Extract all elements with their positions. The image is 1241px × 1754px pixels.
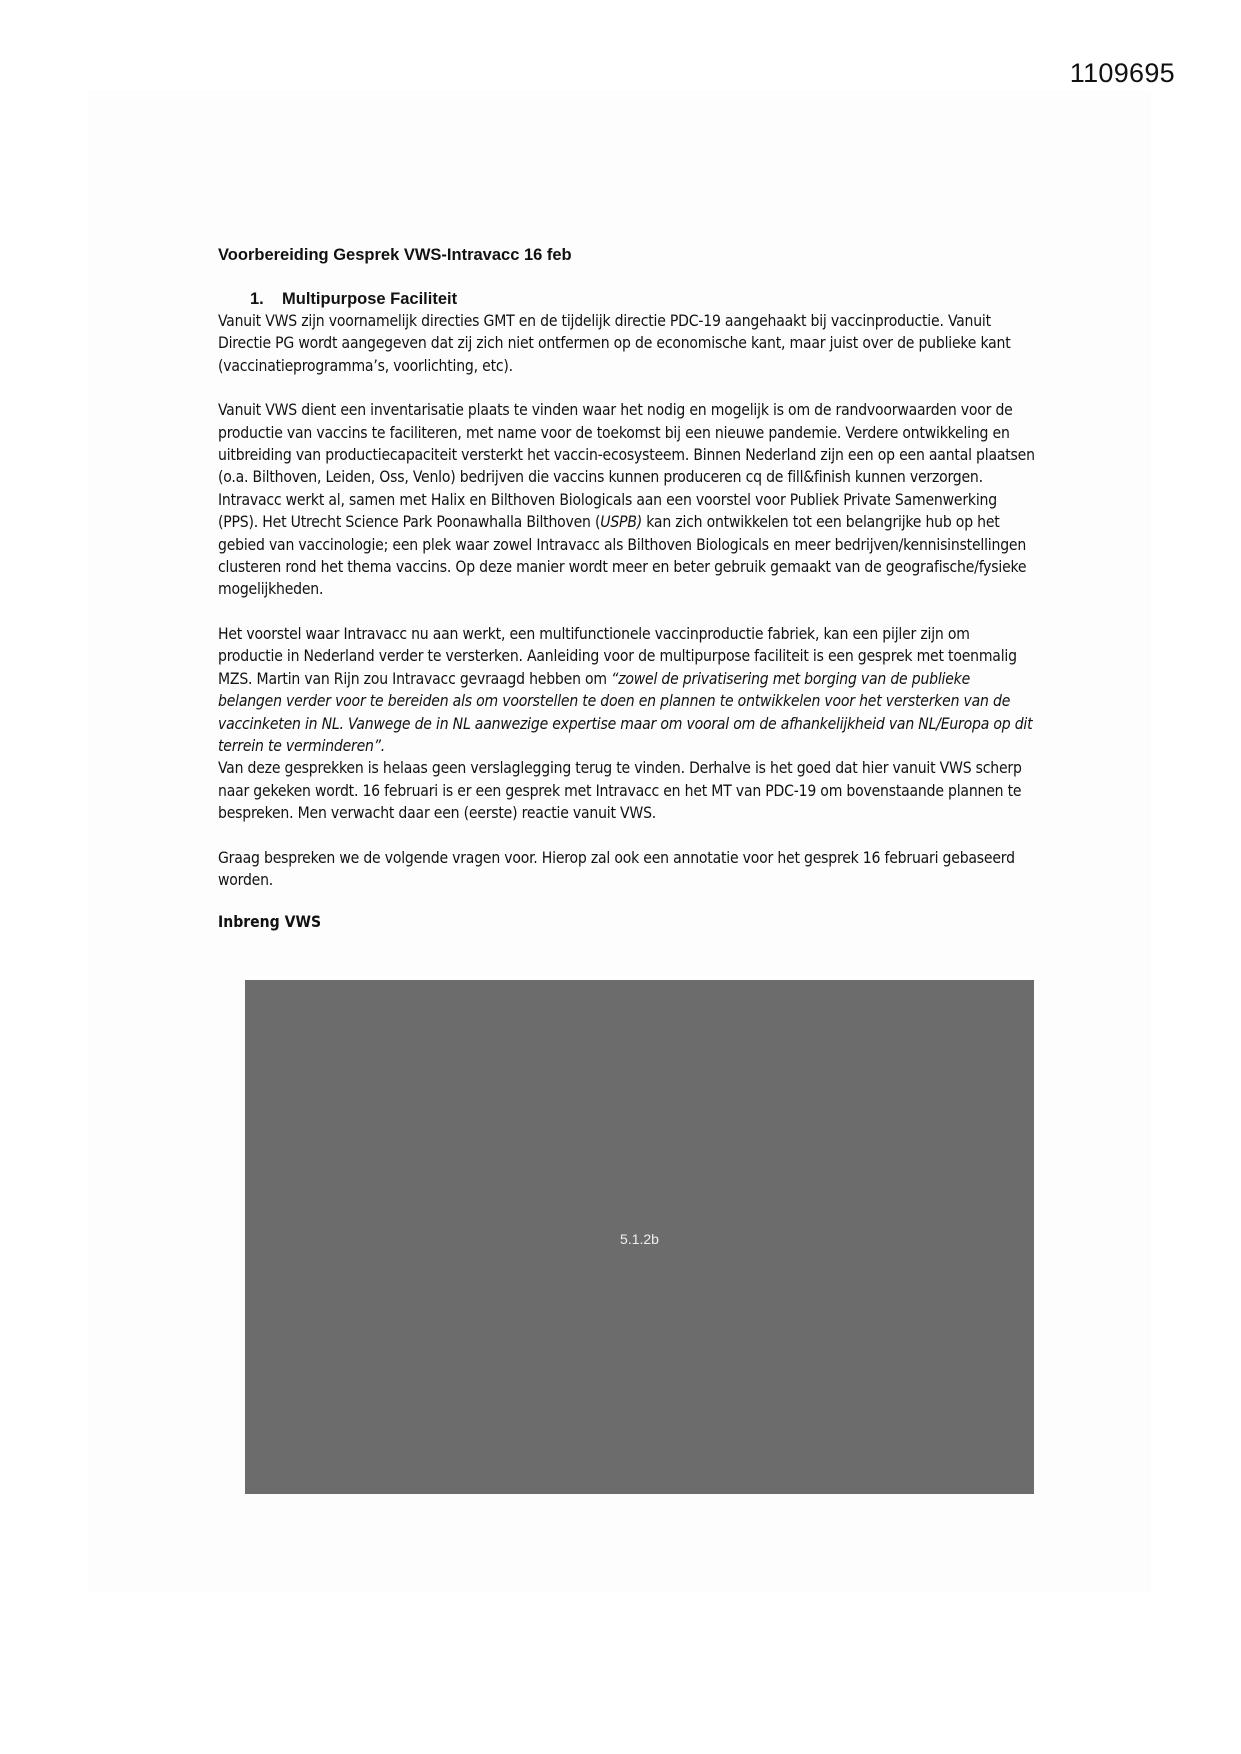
paragraph-voorstel-text: Het voorstel waar Intravacc nu aan werkt, een multifunctionele vaccinproductie fabriek, kan een pijler zijn om productie in Nederland verder te versterken. Aanleiding voor de multipurpose faciliteit is een gesprek met toenmalig MZS. Martin van Rijn zou Intravacc gevraagd hebben om [218, 624, 1017, 688]
paragraph-directies: Vanuit VWS zijn voornamelijk directies GMT en de tijdelijk directie PDC-19 aangehaakt bij vaccinproductie. Vanuit Directie PG wordt aangegeven dat zij zich niet ontfermen op de economische kant, maar juist over de publieke kant (vaccinatieprogramma’s, voorlichting, etc). [218, 312, 1011, 375]
paragraph-verslaglegging: Van deze gesprekken is helaas geen verslaglegging terug te vinden. Derhalve is het goed dat hier vanuit VWS scherp naar gekeken wordt. 16 februari is er een gesprek met Intravacc en het MT van PDC-19 om bovenstaande plannen te bespreken. Men verwacht daar een (eerste) reactie vanuit VWS. [218, 759, 1022, 823]
paragraph-inventarisatie-part2: kan zich ontwikkelen tot een belangrijke hub op het gebied van vaccinologie; een plek waar zowel Intravacc als Bilthoven Biologicals en meer bedrijven/kennisinstellingen clusteren rond het thema vaccins. Op deze manier wordt meer en beter gebruik gemaakt van de geografische/fysieke mogelijkheden. [218, 513, 1027, 599]
paragraph-inventarisatie-part1: Vanuit VWS dient een inventarisatie plaats te vinden waar het nodig en mogelijk is om de randvoorwaarden voor de productie van vaccins te faciliteren, met name voor de toekomst bij een nieuwe pandemie. Verdere ontwikkeling en uitbreiding van productiecapaciteit versterkt het vaccin-ecosysteem. Binnen Nederland zijn een op een aantal plaatsen (o.a. Bilthoven, Leiden, Oss, Venlo) bedrijven die vaccins kunnen produceren cq de fill&finish kunnen verzorgen. Intravacc werkt al, samen met Halix en Bilthoven Biologicals aan een voorstel voor Publiek Private Samenwerking (PPS). Het Utrecht Science Park Poonawhalla Bilthoven ( [218, 401, 1035, 532]
redaction-label: 5.1.2b [620, 1231, 659, 1247]
quote-martin-van-rijn: “zowel de privatisering met borging van de publieke belangen verder voor te bereiden als om voorstellen te doen en plannen te ontwikkelen voor het versterken van de vaccinketen in NL. Vanwege de in NL aanwezige expertise maar om vooral om de afhankelijkheid van NL/Europa op dit terrein te verminderen”. [218, 669, 1033, 755]
paragraph-vragen: Graag bespreken we de volgende vragen voor. Hierop zal ook een annotatie voor het gesprek 16 februari gebaseerd worden. [218, 848, 1015, 889]
redaction-block [245, 980, 1034, 1494]
document-number: 1109695 [1069, 58, 1175, 88]
paragraph-voorstel [218, 623, 1038, 757]
document-title: Voorbereiding Gesprek VWS-Intravacc 16 feb [218, 246, 572, 264]
paragraph-inventarisatie [218, 399, 1038, 601]
section-heading-text: Multipurpose Faciliteit [282, 290, 458, 308]
section-heading [218, 288, 1038, 310]
subheading-inbreng-vws: Inbreng VWS [218, 913, 322, 932]
uspb-abbreviation: USPB) [600, 513, 643, 532]
document-body [218, 244, 1038, 933]
section-number: 1. [250, 290, 264, 308]
